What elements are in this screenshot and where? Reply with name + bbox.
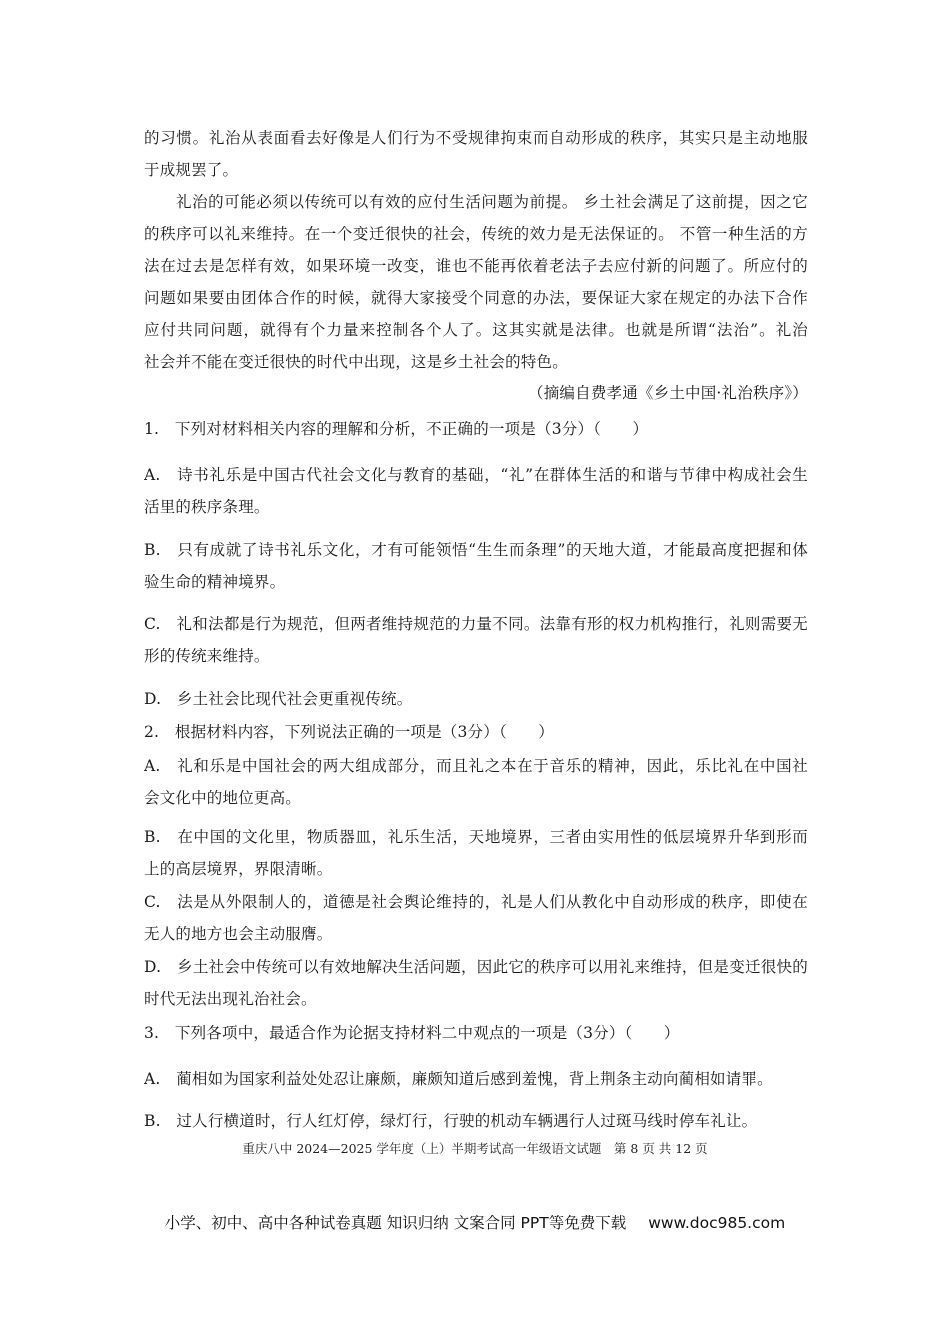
question-1-option-b-cont: 验生命的精神境界。 — [144, 573, 286, 591]
question-1-option-a: A. 诗书礼乐是中国古代社会文化与教育的基础，“礼”在群体生活的和谐与节律中构成社会生 — [144, 466, 808, 484]
passage-line: 社会并不能在变迁很快的时代中出现，这是乡土社会的特色。 — [144, 353, 568, 371]
question-1-stem: 1. 下列对材料相关内容的理解和分析，不正确的一项是（3分）（ ） — [144, 420, 649, 438]
question-2-option-d-cont: 时代无法出现礼治社会。 — [144, 990, 317, 1008]
passage-line: 的习惯。礼治从表面看去好像是人们行为不受规律拘束而自动形成的秩序，其实只是主动地服 — [144, 129, 808, 147]
question-2-option-b-cont: 上的高层境界，界限清晰。 — [144, 860, 333, 878]
question-3-stem: 3. 下列各项中，最适合作为论据支持材料二中观点的一项是（3分）（ ） — [144, 1024, 680, 1042]
question-1-option-c-cont: 形的传统来维持。 — [144, 647, 270, 665]
question-2-option-c: C. 法是从外限制人的，道德是社会舆论维持的，礼是人们从教化中自动形成的秩序，即使在 — [144, 893, 808, 911]
question-2-option-b: B. 在中国的文化里，物质器皿，礼乐生活，天地境界，三者由实用性的低层境界升华到形而 — [144, 828, 808, 846]
passage-line: 应付共同问题，就得有个力量来控制各个人了。这其实就是法律。也就是所谓“法治”。礼治 — [144, 321, 808, 339]
question-1-option-b: B. 只有成就了诗书礼乐文化，才有可能领悟“生生而条理”的天地大道，才能最高度把握和体 — [144, 541, 808, 559]
question-2-option-c-cont: 无人的地方也会主动服膺。 — [144, 925, 333, 943]
question-1-option-c: C. 礼和法都是行为规范，但两者维持规范的力量不同。法靠有形的权力机构推行，礼则需要无 — [144, 615, 808, 633]
download-banner — [0, 1212, 950, 1234]
question-3-option-b: B. 过人行横道时，行人红灯停，绿灯行，行驶的机动车辆遇行人过斑马线时停车礼让。 — [144, 1112, 758, 1130]
question-2-stem: 2. 根据材料内容，下列说法正确的一项是（3分）（ ） — [144, 723, 555, 741]
question-3-option-a: A. 蔺相如为国家利益处处忍让廉颇，廉颇知道后感到羞愧，背上荆条主动向蔺相如请罪。 — [144, 1070, 773, 1088]
passage-line: 的秩序可以礼来维持。在一个变迁很快的社会，传统的效力是无法保证的。 不管一种生活的方 — [144, 225, 808, 243]
passage-line: 问题如果要由团体合作的时候，就得大家接受个同意的办法，要保证大家在规定的办法下合作 — [144, 289, 808, 307]
download-site-link[interactable]: www.doc985.com — [648, 1214, 786, 1232]
passage-line: 礼治的可能必须以传统可以有效的应付生活问题为前提。 乡土社会满足了这前提，因之它 — [176, 193, 808, 211]
question-1-option-a-cont: 活里的秩序条理。 — [144, 498, 270, 516]
question-2-option-d: D. 乡土社会中传统可以有效地解决生活问题，因此它的秩序可以用礼来维持，但是变迁很快的 — [144, 958, 808, 976]
passage-line: 法在过去是怎样有效，如果环境一改变，谁也不能再依着老法子去应付新的问题了。所应付的 — [144, 257, 808, 275]
question-1-option-d: D. 乡土社会比现代社会更重视传统。 — [144, 690, 413, 708]
question-2-option-a-cont: 会文化中的地位更高。 — [144, 789, 302, 807]
question-2-option-a: A. 礼和乐是中国社会的两大组成部分，而且礼之本在于音乐的精神，因此，乐比礼在中国社 — [144, 757, 808, 775]
passage-line: 于成规罢了。 — [144, 161, 239, 179]
passage-source: （摘编自费孝通《乡土中国·礼治秩序》） — [528, 384, 808, 402]
download-banner-text: 小学、初中、高中各种试卷真题 知识归纳 文案合同 PPT等免费下载 — [164, 1214, 627, 1232]
page-footer: 重庆八中 2024—2025 学年度（上）半期考试高一年级语文试题 第 8 页 共 12 页 — [242, 1141, 708, 1156]
